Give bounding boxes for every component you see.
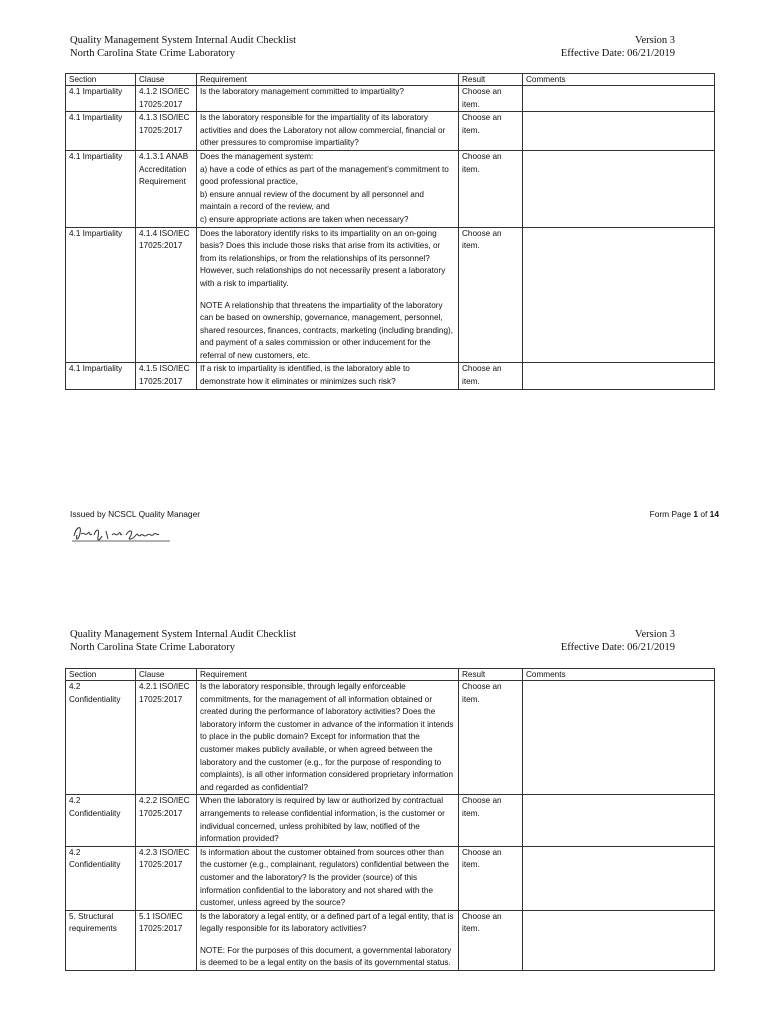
form-page-counter	[650, 509, 719, 519]
page-number: 1	[693, 509, 699, 519]
col-requirement: Requirement	[197, 669, 459, 681]
cell-section: 4.2 Confidentiality	[66, 795, 136, 846]
checklist-table-1	[65, 73, 715, 390]
comments-field[interactable]	[523, 681, 715, 795]
table-row	[66, 112, 715, 151]
col-clause: Clause	[136, 74, 197, 86]
col-result: Result	[459, 74, 523, 86]
cell-requirement	[197, 846, 459, 910]
cell-clause: 4.1.4 ISO/IEC 17025:2017	[136, 227, 197, 363]
checklist-table-2	[65, 668, 715, 971]
header-title: Quality Management System Internal Audit Checklist	[70, 35, 297, 46]
cell-clause: 4.1.3.1 ANAB Accreditation Requirement	[136, 150, 197, 227]
cell-section: 5. Structural requirements	[66, 910, 136, 970]
cell-section: 4.1 Impartiality	[66, 150, 136, 227]
cell-section: 4.1 Impartiality	[66, 112, 136, 151]
comments-field[interactable]	[523, 910, 715, 970]
header-lab: North Carolina State Crime Laboratory	[70, 48, 236, 59]
cell-requirement	[197, 910, 459, 970]
table-row	[66, 150, 715, 227]
comments-field[interactable]	[523, 846, 715, 910]
col-section: Section	[66, 669, 136, 681]
cell-clause: 4.2.1 ISO/IEC 17025:2017	[136, 681, 197, 795]
result-dropdown[interactable]: Choose an item.	[459, 795, 523, 846]
table-row	[66, 86, 715, 112]
cell-section: 4.1 Impartiality	[66, 227, 136, 363]
header-lab: North Carolina State Crime Laboratory	[70, 642, 236, 653]
result-dropdown[interactable]: Choose an item.	[459, 846, 523, 910]
cell-clause: 5.1 ISO/IEC 17025:2017	[136, 910, 197, 970]
table-row	[66, 795, 715, 846]
cell-section: 4.2 Confidentiality	[66, 846, 136, 910]
cell-requirement	[197, 86, 459, 112]
result-dropdown[interactable]: Choose an item.	[459, 363, 523, 389]
result-dropdown[interactable]: Choose an item.	[459, 681, 523, 795]
table-header-row	[66, 669, 715, 681]
header-effective-date: Effective Date: 06/21/2019	[560, 642, 675, 653]
comments-field[interactable]	[523, 150, 715, 227]
requirement-text: Is information about the customer obtained from sources other than the customer (e.g., complainant, regulators) confidential between the customer and the laboratory? Is the provider (source) of this information confidential to the laboratory and not shared with the customer, unless agreed by the source?	[200, 847, 449, 908]
table-row	[66, 681, 715, 795]
cell-section: 4.2 Confidentiality	[66, 681, 136, 795]
comments-field[interactable]	[523, 795, 715, 846]
requirement-text: Does the laboratory identify risks to its impartiality on an on-going basis? Does this include those risks that arise from its activities, or from its relationships, or from the relationships of its personnel? However, such relationships do not necessarily present a laboratory with a risk to impartiality.	[200, 228, 446, 288]
requirement-text: When the laboratory is required by law or authorized by contractual arrangements to release confidential information, is the customer or individual concerned, unless prohibited by law, notified of the information provided?	[200, 796, 445, 844]
col-requirement: Requirement	[197, 74, 459, 86]
cell-requirement	[197, 363, 459, 389]
cell-requirement	[197, 227, 459, 363]
header-version: Version 3	[635, 629, 675, 640]
comments-field[interactable]	[523, 363, 715, 389]
col-result: Result	[459, 669, 523, 681]
cell-requirement	[197, 112, 459, 151]
header-title: Quality Management System Internal Audit Checklist	[70, 629, 297, 640]
col-comments: Comments	[523, 669, 715, 681]
signature-image	[70, 521, 174, 545]
requirement-text: Is the laboratory management committed to impartiality?	[200, 87, 404, 96]
cell-clause: 4.2.3 ISO/IEC 17025:2017	[136, 846, 197, 910]
cell-requirement	[197, 681, 459, 795]
table-header-row	[66, 74, 715, 86]
result-dropdown[interactable]: Choose an item.	[459, 112, 523, 151]
cell-section: 4.1 Impartiality	[66, 86, 136, 112]
requirement-text: Is the laboratory responsible for the impartiality of its laboratory activities and does the Laboratory not allow commercial, financial or other pressures to compromise impartiality?	[200, 113, 446, 148]
requirement-note: NOTE: For the purposes of this document, a governmental laboratory is deemed to be a legal entity on the basis of its governmental status.	[200, 945, 452, 968]
cell-clause: 4.2.2 ISO/IEC 17025:2017	[136, 795, 197, 846]
result-dropdown[interactable]: Choose an item.	[459, 227, 523, 363]
table-row	[66, 363, 715, 389]
table-row	[66, 227, 715, 363]
requirement-text: Does the management system: a) have a code of ethics as part of the management’s commitment to good professional practice, b) ensure annual review of the document by all personnel and maintain a record of the review, and c) ensure appropriate actions are taken when necessary?	[200, 151, 449, 224]
requirement-text: Is the laboratory responsible, through legally enforceable commitments, for the management of all information obtained or created during the performance of laboratory activities? Does the laboratory inform the customer in advance of the information it intends to place in the public domain? Except for information that the customer makes publicly available, or when agreed between the laboratory and the customer (e.g., for the purpose of responding to complaints), is all other information considered proprietary information and regarded as confidential?	[200, 682, 454, 792]
result-dropdown[interactable]: Choose an item.	[459, 910, 523, 970]
table-row	[66, 846, 715, 910]
cell-requirement	[197, 795, 459, 846]
header-effective-date: Effective Date: 06/21/2019	[560, 48, 675, 59]
cell-clause: 4.1.3 ISO/IEC 17025:2017	[136, 112, 197, 151]
issued-by: Issued by NCSCL Quality Manager	[70, 509, 201, 519]
of-label: of	[700, 509, 708, 519]
comments-field[interactable]	[523, 227, 715, 363]
requirement-text: Is the laboratory a legal entity, or a defined part of a legal entity, that is legally responsible for its laboratory activities?	[200, 911, 454, 934]
header-version: Version 3	[635, 35, 675, 46]
requirement-note: NOTE A relationship that threatens the impartiality of the laboratory can be based on ownership, governance, management, personnel, shared resources, finances, contracts, marketing (including branding), and payment of a sales commission or other inducement for the referral of new customers, etc.	[200, 300, 454, 360]
requirement-text: If a risk to impartiality is identified, is the laboratory able to demonstrate how it eliminates or minimizes such risk?	[200, 364, 410, 387]
cell-section: 4.1 Impartiality	[66, 363, 136, 389]
form-page-label: Form Page	[649, 509, 692, 519]
col-clause: Clause	[136, 669, 197, 681]
cell-requirement	[197, 150, 459, 227]
comments-field[interactable]	[523, 112, 715, 151]
cell-clause: 4.1.5 ISO/IEC 17025:2017	[136, 363, 197, 389]
comments-field[interactable]	[523, 86, 715, 112]
table-row	[66, 910, 715, 970]
page-2	[0, 590, 768, 1024]
result-dropdown[interactable]: Choose an item.	[459, 86, 523, 112]
result-dropdown[interactable]: Choose an item.	[459, 150, 523, 227]
col-comments: Comments	[523, 74, 715, 86]
total-pages: 14	[709, 509, 719, 519]
col-section: Section	[66, 74, 136, 86]
cell-clause: 4.1.2 ISO/IEC 17025:2017	[136, 86, 197, 112]
